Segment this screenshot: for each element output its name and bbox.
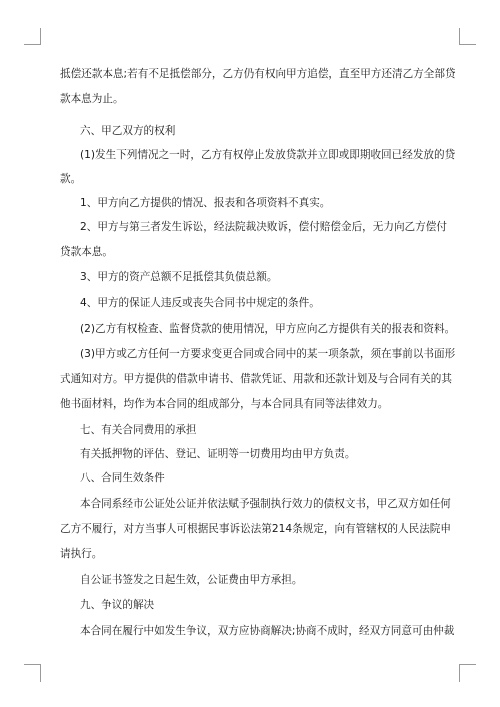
body-line: 他书面材料，均作为本合同的组成部分，与本合同具有同等法律效力。 [60, 398, 389, 410]
section-heading: 七、有关合同费用的承担 [80, 424, 197, 436]
body-line: 3、甲方的资产总额不足抵偿其负债总额。 [80, 271, 278, 283]
crop-mark-top-right [459, 28, 460, 44]
section-heading: 八、合同生效条件 [80, 472, 165, 484]
crop-mark-bottom-right [459, 664, 460, 682]
crop-mark-bottom-left [24, 664, 41, 665]
crop-mark-top-right [459, 44, 476, 45]
crop-mark-bottom-right [459, 664, 476, 665]
body-line: 款本息为止。 [60, 93, 124, 105]
body-line: 本合同在履行中如发生争议，双方应协商解决;协商不成时，经双方同意可由仲裁 [80, 625, 455, 637]
crop-mark-bottom-left [40, 664, 41, 682]
section-heading: 六、甲乙双方的权利 [80, 125, 176, 137]
body-line: 请执行。 [60, 548, 103, 560]
body-line: 贷款本息。 [60, 246, 113, 258]
body-line: 本合同系经市公证处公证并依法赋予强制执行效力的债权文书，甲乙双方如任何 [80, 498, 451, 510]
body-line: 有关抵押物的评估、登记、证明等一切费用均由甲方负责。 [80, 448, 356, 460]
body-line: 抵偿还款本息;若有不足抵偿部分，乙方仍有权向甲方追偿，直至甲方还清乙方全部贷 [60, 68, 456, 80]
body-line: (2)乙方有权检查、监督贷款的使用情况，甲方应向乙方提供有关的报表和资料。 [80, 323, 456, 335]
crop-mark-top-left [40, 28, 41, 44]
body-line: (3)甲方或乙方任何一方要求变更合同或合同中的某一项条款，须在事前以书面形 [80, 348, 456, 360]
section-heading: 九、争议的解决 [80, 599, 155, 611]
body-line: (1)发生下列情况之一时，乙方有权停止发放贷款并立即或即期收回已经发放的贷 [80, 149, 456, 161]
body-line: 款。 [60, 173, 82, 185]
body-line: 自公证书签发之日起生效，公证费由甲方承担。 [80, 574, 303, 586]
body-line: 乙方不履行，对方当事人可根据民事诉讼法第214条规定，向有管辖权的人民法院申 [60, 523, 451, 535]
body-line: 1、甲方向乙方提供的情况、报表和各项资料不真实。 [80, 197, 331, 209]
body-line: 4、甲方的保证人违反或丧失合同书中规定的条件。 [80, 297, 320, 309]
body-line: 式通知对方。甲方提供的借款申请书、借款凭证、用款和还款计划及与合同有关的其 [60, 373, 452, 385]
crop-mark-top-left [24, 44, 41, 45]
body-line: 2、甲方与第三者发生诉讼，经法院裁决败诉，偿付赔偿金后，无力向乙方偿付 [80, 221, 447, 233]
